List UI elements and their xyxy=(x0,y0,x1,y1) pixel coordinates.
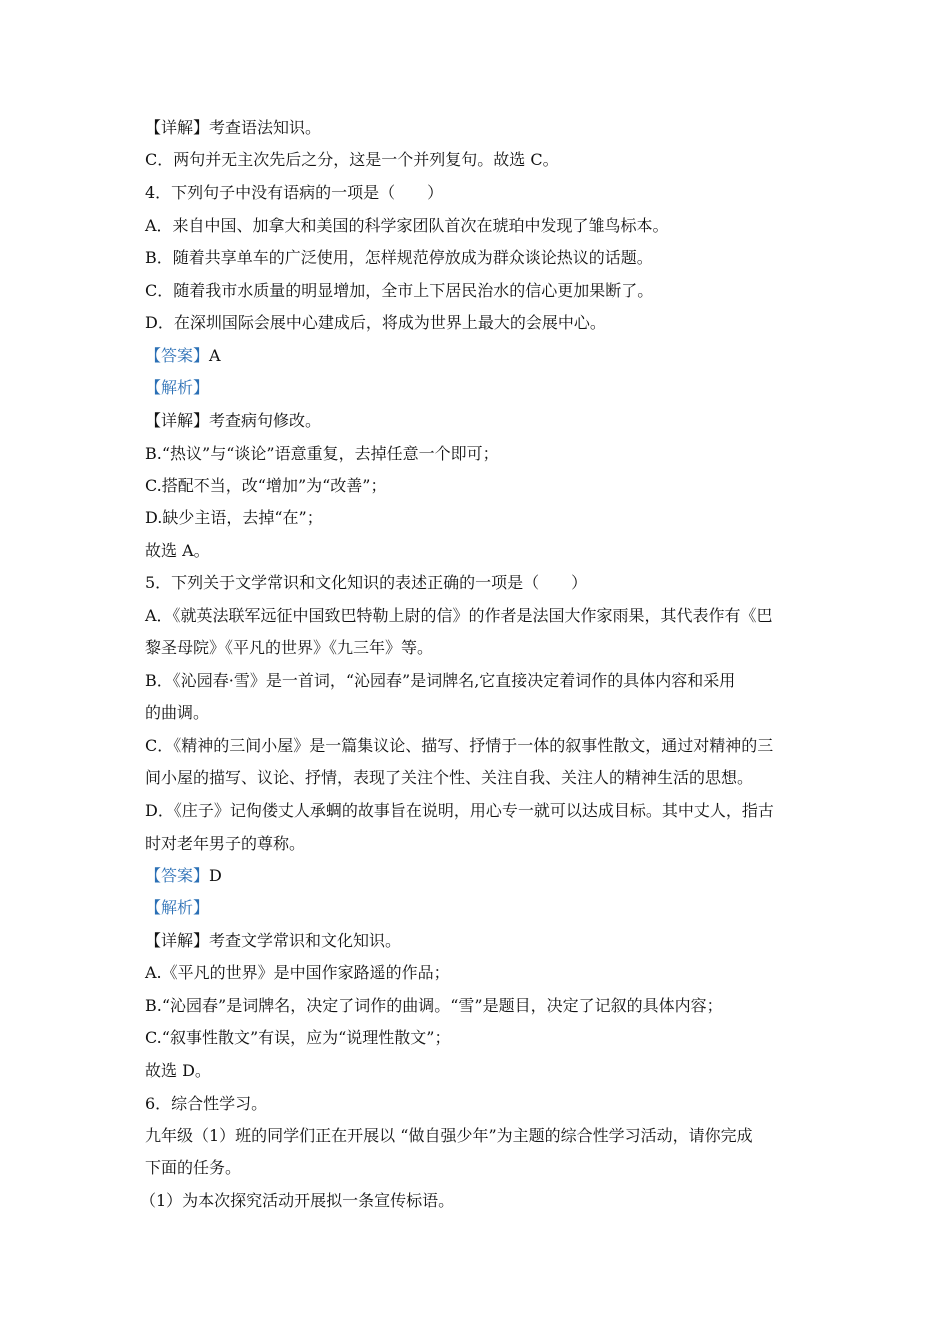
q5-explanation-line: 故选 D。 xyxy=(145,1061,211,1080)
q5-option-line: 的曲调。 xyxy=(145,703,210,722)
q5-answer xyxy=(145,866,222,886)
q6-stem: 6．综合性学习。 xyxy=(145,1094,268,1113)
q4-explanation-line: C.搭配不当，改“增加”为“改善”； xyxy=(145,476,387,495)
answer-label: 【答案】 xyxy=(145,866,210,885)
q5-explanation-line: C.“叙事性散文”有误，应为“说理性散文”； xyxy=(145,1028,451,1047)
q5-option-line: A．《就英法联军远征中国致巴特勒上尉的信》的作者是法国大作家雨果，其代表作有《巴 xyxy=(145,606,773,625)
q5-option-line: 间小屋的描写、议论、抒情，表现了关注个性、关注自我、关注人的精神生活的思想。 xyxy=(145,768,754,787)
q4-analysis-label: 【解析】 xyxy=(145,378,210,397)
q4-option-b: B．随着共享单车的广泛使用，怎样规范停放成为群众谈论热议的话题。 xyxy=(145,248,653,267)
q4-explanation-line: 故选 A。 xyxy=(145,541,210,560)
q6-intro-line: 下面的任务。 xyxy=(145,1158,242,1177)
q5-analysis-label: 【解析】 xyxy=(145,898,210,917)
q4-answer xyxy=(145,346,221,366)
q4-stem: 4．下列句子中没有语病的一项是（ ） xyxy=(145,183,444,202)
q6-intro-line: 九年级（1）班的同学们正在开展以 “做自强少年”为主题的综合性学习活动，请你完成 xyxy=(145,1126,753,1145)
q5-stem: 5．下列关于文学常识和文化知识的表述正确的一项是（ ） xyxy=(145,573,588,592)
q5-option-line: 黎圣母院》《平凡的世界》《九三年》等。 xyxy=(145,638,434,657)
answer-label: 【答案】 xyxy=(145,346,210,365)
q5-explanation-line: 【详解】考查文学常识和文化知识。 xyxy=(145,931,402,950)
q3-detail: 【详解】考查语法知识。 xyxy=(145,118,322,137)
q4-explanation-line: B.“热议”与“谈论”语意重复，去掉任意一个即可； xyxy=(145,444,499,463)
q5-option-line: 时对老年男子的尊称。 xyxy=(145,834,306,853)
q5-option-line: C．《精神的三间小屋》是一篇集议论、描写、抒情于一体的叙事性散文，通过对精神的三 xyxy=(145,736,774,755)
q5-option-line: D．《庄子》记佝偻丈人承蜩的故事旨在说明，用心专一就可以达成目标。其中丈人，指古 xyxy=(145,801,774,820)
answer-value: A xyxy=(209,346,221,365)
q6-sub-question-1: （1）为本次探究活动开展拟一条宣传标语。 xyxy=(140,1191,455,1210)
q5-explanation-line: A.《平凡的世界》是中国作家路遥的作品； xyxy=(145,963,450,982)
q4-explanation-line: D.缺少主语，去掉“在”； xyxy=(145,508,323,527)
q4-option-d: D．在深圳国际会展中心建成后，将成为世界上最大的会展中心。 xyxy=(145,313,606,332)
q4-option-c: C．随着我市水质量的明显增加，全市上下居民治水的信心更加果断了。 xyxy=(145,281,654,300)
q3-reason: C．两句并无主次先后之分，这是一个并列复句。故选 C。 xyxy=(145,150,559,169)
q5-option-line: B．《沁园春·雪》是一首词，“沁园春”是词牌名,它直接决定着词作的具体内容和采用 xyxy=(145,671,736,690)
q4-option-a: A．来自中国、加拿大和美国的科学家团队首次在琥珀中发现了雏鸟标本。 xyxy=(145,216,669,235)
q4-explanation-line: 【详解】考查病句修改。 xyxy=(145,411,322,430)
answer-value: D xyxy=(209,866,222,885)
q5-explanation-line: B.“沁园春”是词牌名，决定了词作的曲调。“雪”是题目，决定了记叙的具体内容； xyxy=(145,996,723,1015)
